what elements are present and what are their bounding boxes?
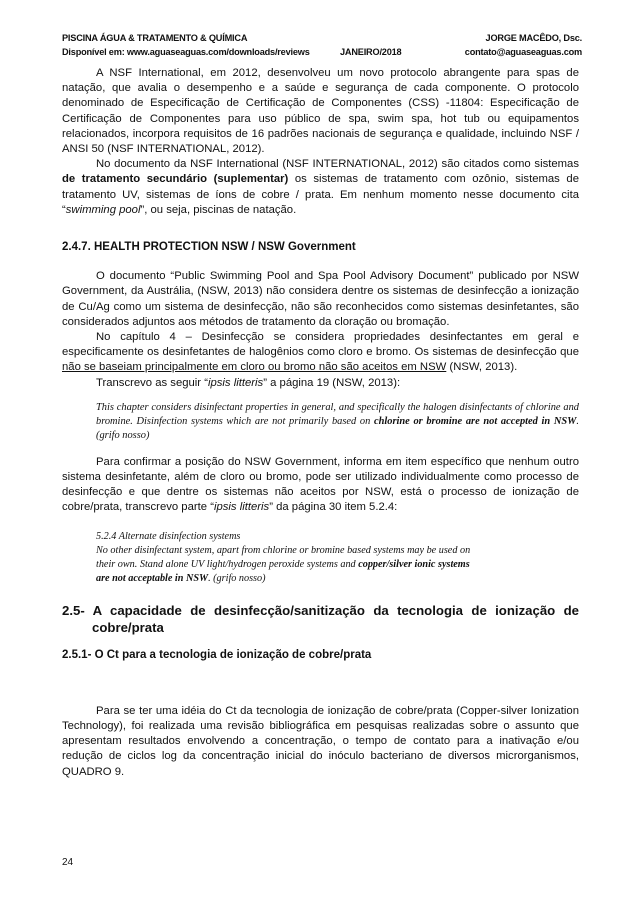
section-heading-2-5-1: 2.5.1- O Ct para a tecnologia de ionização de cobre/prata — [62, 649, 372, 662]
quote-text-end: . (grifo nosso) — [96, 415, 579, 441]
quote-bold-text: chlorine or bromine are not accepted in NSW — [373, 415, 577, 427]
text-run: Para confirmar a posição do NSW Government, informa em item específico que nenhum outro sistema desinfetante, além de cloro ou bromo, pode ser utilizado individualmente como processo de desinfecção e que dentre os sistemas não aceitos por NSW, está o processo de ionização de cobre/prata, transcrevo parte “ — [62, 455, 579, 514]
underlined-text: não se baseiam principalmente em cloro ou bromo não são aceitos em NSW — [62, 361, 447, 374]
block-quote-page-19 — [96, 401, 579, 443]
text-run: (NSW, 2013). — [446, 361, 518, 374]
paragraph-ct-review: Para se ter uma idéia do Ct da tecnologia de ionização de cobre/prata (Copper-silver Ionization Technology), foi realizada uma revisão bibliográfica em pesquisas realizadas sobre o assunto que apresentam resultados envolvendo a concentração, o tempo de contato para a inativação e/ou redução de ciclos log da concentração inicial do inóculo bacteriano de diversos microrganismos, QUADRO 9. — [62, 704, 579, 778]
section-heading-2-5 — [62, 602, 579, 636]
paragraph-transcription-intro — [62, 376, 579, 391]
header-row-1 — [62, 31, 582, 45]
paragraph-nsw-position — [62, 455, 579, 516]
quote-text-end: . (grifo nosso) — [208, 573, 266, 585]
italic-text: ipsis litteris — [207, 376, 264, 389]
header-availability: Disponível em: www.aguaseaguas.com/downloads/reviews — [62, 47, 310, 57]
text-run: No documento da NSF International (NSF INTERNATIONAL, 2012) são citados como sistemas — [96, 158, 579, 171]
text-run: No capítulo 4 – Desinfecção se considera propriedades desinfectantes em geral e especificamente os desinfetantes de halogênios como cloro e bromo. Os sistemas de desinfecção que — [62, 331, 579, 359]
quote-bold-text: are not acceptable in NSW — [96, 573, 209, 585]
block-quote-item-5-2-4 — [96, 530, 579, 587]
paragraph-nsf-systems — [62, 157, 579, 218]
paragraph-chapter-4 — [62, 330, 579, 376]
section-heading-line-2: cobre/prata — [92, 620, 164, 636]
quote-line: 5.2.4 Alternate disinfection systems — [96, 530, 241, 542]
quote-text: This chapter considers disinfectant properties in general, and specifically the halogen disinfectants of chlorine and bromine. Disinfection systems which are not primarily based on — [96, 401, 579, 427]
header-publication-title: PISCINA ÁGUA & TRATAMENTO & QUÍMICA — [62, 33, 248, 43]
quote-text: their own. Stand alone UV light/hydrogen peroxide systems and — [96, 559, 359, 571]
header-author: JORGE MACÊDO, Dsc. — [485, 33, 582, 43]
section-heading-2-4-7: 2.4.7. HEALTH PROTECTION NSW / NSW Government — [62, 241, 356, 254]
bold-text: de tratamento secundário (suplementar) — [62, 173, 289, 186]
text-run: ” a página 19 (NSW, 2013): — [263, 376, 401, 389]
header-contact-email: contato@aguaseaguas.com — [464, 47, 582, 57]
text-run: ” da página 30 item 5.2.4: — [269, 501, 398, 514]
italic-text: swimming pool — [65, 203, 141, 216]
text-run: os sistemas de tratamento com ozônio, sistemas de tratamento UV, sistemas de íons de cobre / prata. Em nenhum momento nesse documento cita “ — [62, 173, 579, 216]
quote-line: No other disinfectant system, apart from chlorine or bromine based systems may be used on — [96, 544, 471, 556]
paragraph-nsf-protocol: A NSF International, em 2012, desenvolveu um novo protocolo abrangente para spas de natação, que avalia o desempenho e a saúde e segurança de cada componente. O protocolo denominado de Especificação de Certificação de Componentes (CSS) -11804: Especificação de Certificação de Componentes para uso público de spa, swim spa, hot tub ou equipamentos relacionados, incorpora requisitos de 16 padrões nacionais de segurança e qualidade, incluindo NSF / ANSI 50 (NSF INTERNATIONAL, 2012). — [62, 67, 579, 156]
header-row-2 — [62, 45, 582, 59]
paragraph-nsw-document: O documento “Public Swimming Pool and Spa Pool Advisory Document” publicado por NSW Government, da Austrália, (NSW, 2013) não considera dentre os sistemas de desinfecção a ionização de Cu/Ag como um sistema de desinfecção, não são reconhecidos como sistemas desinfetantes, são considerados adjuntos aos métodos de tratamento da cloração ou bromação. — [62, 270, 579, 328]
page-number: 24 — [62, 857, 74, 868]
header-date: JANEIRO/2018 — [340, 47, 402, 57]
page-header — [62, 31, 582, 59]
document-body — [62, 66, 579, 780]
italic-text: ipsis litteris — [213, 501, 270, 514]
text-run: Transcrevo as seguir “ — [96, 376, 208, 389]
text-run: ”, ou seja, piscinas de natação. — [140, 203, 297, 216]
section-heading-line-1: 2.5- A capacidade de desinfecção/sanitização da tecnologia de ionização de — [62, 603, 579, 619]
quote-line — [96, 558, 579, 572]
quote-line — [96, 572, 579, 586]
quote-bold-text: copper/silver ionic systems — [358, 559, 470, 571]
